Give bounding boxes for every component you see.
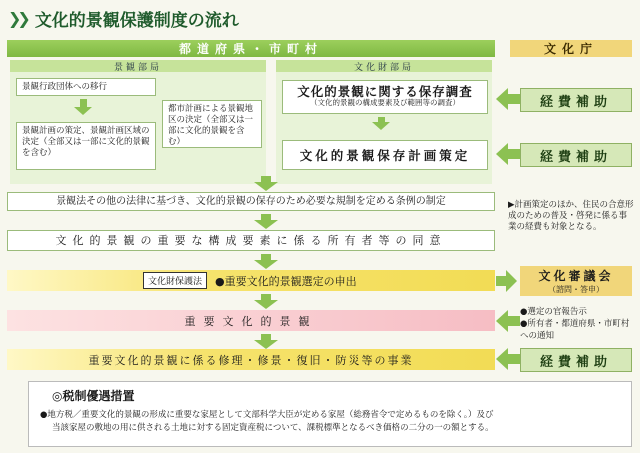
arrow-left-icon: [496, 348, 520, 370]
ordinance-box: 景観法その他の法律に基づき、文化的景観の保存のため必要な規制を定める条例の制定: [7, 192, 495, 211]
arrow-left-icon: [496, 310, 520, 332]
application-bar: 文化財保護法 ●重要文化的景観選定の申出: [7, 270, 495, 291]
subsidy-box-2: 経費補助: [520, 143, 632, 167]
chevron-right-icon: ❯❯: [8, 8, 27, 28]
section-bunkazai: 文化財部局: [276, 60, 492, 72]
notices: ●選定の官報告示 ●所有者・都道府県・市町村への通知: [520, 307, 630, 341]
header-local-govt: 都道府県・市町村: [7, 40, 495, 57]
arrow-left-icon: [496, 88, 520, 110]
plan-box: 景観計画の策定、景観計画区域の決定（全部又は一部に文化的景観を含む）: [16, 122, 156, 170]
transition-box: 景観行政団体への移行: [16, 78, 156, 96]
arrow-down-icon: [372, 117, 390, 130]
arrow-left-icon: [496, 143, 520, 165]
projects-bar: 重要文化的景観に係る修理・修景・復旧・防災等の事業: [7, 349, 495, 370]
tax-text: ●地方税／重要文化的景観の形成に重要な家屋として文部科学大臣が定める家屋（総務省令で定めるものを除く。）及び 当該家屋の敷地の用に供される土地に対する固定資産税について、課税標準となるべき価格の二分の一の額とする。: [40, 410, 494, 433]
preservation-plan-box: 文化的景観保存計画策定: [282, 140, 488, 170]
council-box: 文化審議会 （諮問・答申）: [520, 266, 632, 296]
header-agency: 文化庁: [510, 40, 632, 57]
subsidy-box-3: 経費補助: [520, 348, 632, 372]
survey-box: 文化的景観に関する保存調査 （文化的景観の構成要素及び範囲等の調査）: [282, 80, 488, 114]
arrow-down-icon: [254, 214, 278, 229]
arrow-down-icon: [254, 334, 278, 349]
arrow-down-icon: [74, 99, 92, 115]
arrow-down-icon: [254, 294, 278, 309]
tax-title: ◎税制優遇措置: [52, 389, 135, 403]
arrow-right-icon: [496, 270, 517, 292]
selected-bar: 重要文化的景観: [7, 310, 495, 331]
district-box: 都市計画による景観地区の決定（全部又は一部に文化的景観を含む）: [162, 100, 262, 148]
arrow-down-icon: [254, 176, 278, 191]
subsidy-box-1: 経費補助: [520, 88, 632, 112]
consent-box: 文化的景観の重要な構成要素に係る所有者等の同意: [7, 230, 495, 251]
law-tag: 文化財保護法: [143, 272, 207, 289]
plan-note: ▶計画策定のほか、住民の合意形成のための普及・啓発に係る事業の経費も対象となる。: [508, 200, 634, 232]
section-keikan: 景観部局: [10, 60, 266, 72]
page-title: ❯❯ 文化的景観保護制度の流れ: [8, 8, 239, 31]
arrow-down-icon: [254, 254, 278, 269]
